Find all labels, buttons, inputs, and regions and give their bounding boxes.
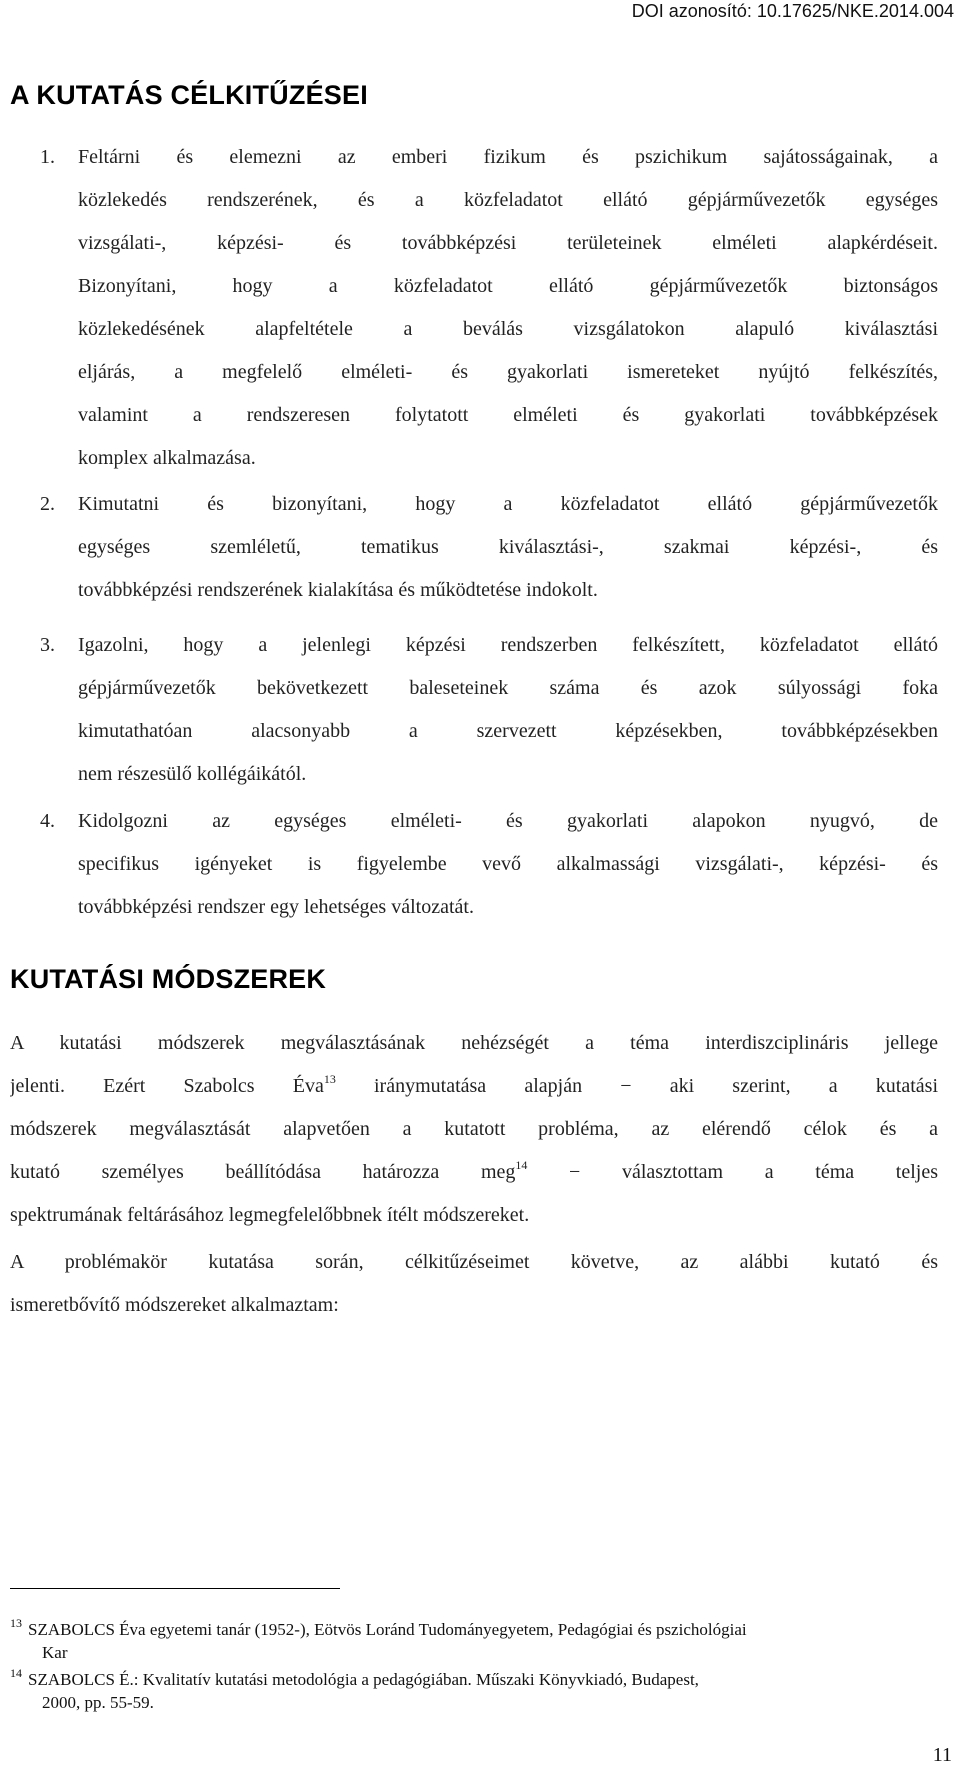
footnote-text: Kar <box>42 1643 68 1662</box>
item-1-line: Feltárni és elemezni az emberi fizikum és pszichikum sajátosságainak, a <box>78 146 938 168</box>
item-2-line: egységes szemléletű, tematikus kiválasztási-, szakmai képzési-, és <box>78 536 938 558</box>
objective-item-1 <box>78 136 938 480</box>
item-1-line: közlekedés rendszerének, és a közfeladatot ellátó gépjárművezetők egységes <box>78 189 938 211</box>
footnote-ref-13[interactable]: 13 <box>323 1072 336 1086</box>
item-number-1: 1. <box>40 146 55 168</box>
footnote-text: 2000, pp. 55-59. <box>42 1693 154 1712</box>
objective-item-2 <box>78 483 938 612</box>
item-1-line: vizsgálati-, képzési- és továbbképzési területeinek elméleti alapkérdéseit. <box>78 232 938 254</box>
item-3-line: kimutathatóan alacsonyabb a szervezett képzésekben, továbbképzésekben <box>78 720 938 742</box>
methods-line: jelenti. Ezért Szabolcs Éva$^{13}$ iránymutatása alapján − aki szerint, a kutatási <box>10 1072 938 1097</box>
footnote-separator <box>10 1588 340 1589</box>
footnote-ref-14[interactable]: 14 <box>515 1158 528 1172</box>
methods-line: kutató személyes beállítódása határozza meg$^{14}$ − választottam a téma teljes <box>10 1158 938 1183</box>
methods-paragraph-1 <box>10 1022 938 1237</box>
item-4-line: specifikus igényeket is figyelembe vevő alkalmassági vizsgálati-, képzési- és <box>78 853 938 875</box>
methods-line: A kutatási módszerek megválasztásának nehézségét a téma interdiszciplináris jellege <box>10 1032 938 1054</box>
item-2-line: Kimutatni és bizonyítani, hogy a közfeladatot ellátó gépjárművezetők <box>78 493 938 515</box>
objective-item-4 <box>78 800 938 929</box>
page-number: 11 <box>932 1744 952 1766</box>
item-1-line: komplex alkalmazása. <box>78 447 256 469</box>
methods-paragraph-2 <box>10 1241 938 1327</box>
objective-item-3 <box>78 624 938 796</box>
methods-line: A problémakör kutatása során, célkitűzéseimet követve, az alábbi kutató és <box>10 1251 938 1273</box>
item-number-3: 3. <box>40 634 55 656</box>
methods-line: spektrumának feltárásához legmegfelelőbbnek ítélt módszereket. <box>10 1204 530 1226</box>
item-1-line: közlekedésének alapfeltétele a beválás vizsgálatokon alapuló kiválasztási <box>78 318 938 340</box>
footnote-13 <box>10 1612 950 1664</box>
item-4-line: továbbképzési rendszer egy lehetséges változatát. <box>78 896 474 918</box>
item-1-line: valamint a rendszeresen folytatott elméleti és gyakorlati továbbképzések <box>78 404 938 426</box>
methods-line: ismeretbővítő módszereket alkalmaztam: <box>10 1294 339 1316</box>
doi-header: DOI azonosító: 10.17625/NKE.2014.004 <box>631 1 954 21</box>
methods-line: módszerek megválasztását alapvetően a kutatott probléma, az elérendő célok és a <box>10 1118 938 1140</box>
item-number-4: 4. <box>40 810 55 832</box>
footnote-text: SZABOLCS Éva egyetemi tanár (1952-), Eötvös Loránd Tudományegyetem, Pedagógiai és pszichológiai <box>28 1620 747 1639</box>
item-4-line: Kidolgozni az egységes elméleti- és gyakorlati alapokon nyugvó, de <box>78 810 938 832</box>
footnote-text: SZABOLCS É.: Kvalitatív kutatási metodológia a pedagógiában. Műszaki Könyvkiadó, Budapest, <box>28 1670 699 1689</box>
item-3-line: nem részesülő kollégáikától. <box>78 763 307 785</box>
item-3-line: Igazolni, hogy a jelenlegi képzési rendszerben felkészített, közfeladatot ellátó <box>78 634 938 656</box>
footnote-14 <box>10 1662 950 1714</box>
section-title-methods: KUTATÁSI MÓDSZEREK <box>10 964 327 994</box>
footnote-number: 13 <box>10 1616 22 1630</box>
item-2-line: továbbképzési rendszerének kialakítása és működtetése indokolt. <box>78 579 598 601</box>
item-1-line: Bizonyítani, hogy a közfeladatot ellátó gépjárművezetők biztonságos <box>78 275 938 297</box>
item-1-line: eljárás, a megfelelő elméleti- és gyakorlati ismereteket nyújtó felkészítés, <box>78 361 938 383</box>
item-number-2: 2. <box>40 493 55 515</box>
section-title-objectives: A KUTATÁS CÉLKITŰZÉSEI <box>10 80 368 110</box>
footnote-number: 14 <box>10 1666 22 1680</box>
item-3-line: gépjárművezetők bekövetkezett baleseteinek száma és azok súlyossági foka <box>78 677 938 699</box>
